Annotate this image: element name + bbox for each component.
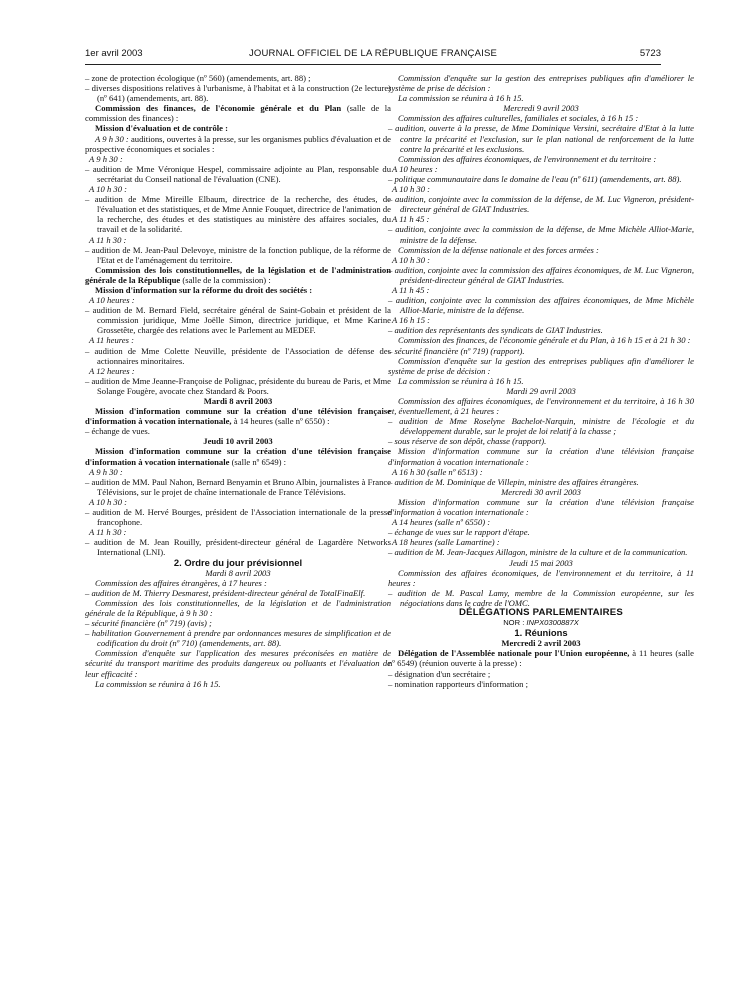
agenda-item: – échange de vues. <box>85 426 150 437</box>
header-journal-title: JOURNAL OFFICIEL DE LA RÉPUBLIQUE FRANÇAISE <box>248 48 498 59</box>
agenda-item: – sous réserve de son dépôt, chasse (rapport). <box>388 436 547 447</box>
agenda-item: – audition, conjointe avec la commission de la défense, de M. Luc Vigneron, président-directeur général de GIAT Industries. <box>388 194 694 215</box>
agenda-item: – audition, conjointe avec la commission des affaires économiques, de Mme Michèle Alliot-Marie, ministre de la défense. <box>388 295 694 316</box>
meeting-note: La commission se réunira à 16 h 15. <box>398 375 524 386</box>
header-page-number: 5723 <box>639 48 661 59</box>
time-label: A 16 h 30 (salle nº 6513) : <box>392 466 483 477</box>
page-header <box>85 48 661 65</box>
commission-line: Commission des affaires étrangères, à 17 heures : <box>95 577 267 588</box>
agenda-item: – audition de Mme Mireille Elbaum, directrice de la recherche, des études, de l'évaluation et des statistiques, et de Mme Annie Fouquet, directrice de l'animation de la recherche, des études et des statistiques au ministère des affaires sociales, du travail et de la solidarité. <box>85 194 391 235</box>
date-heading: Mardi 29 avril 2003 <box>506 385 576 396</box>
agenda-item: – audition de Mme Colette Neuville, présidente de l'Association de défense des actionnaires minoritaires. <box>85 345 391 366</box>
time-label: A 12 heures : <box>89 365 135 376</box>
body-heading-rest: (salle nº 6549) : <box>229 456 287 467</box>
time-label: A 14 heures (salle nº 6550) : <box>392 517 491 528</box>
agenda-item: – audition de M. Pascal Lamy, membre de la Commission européenne, sur les négociations dans le cadre de l'OMC. <box>388 587 694 608</box>
agenda-item: – politique communautaire dans le domaine de l'eau (nº 611) (amendements, art. 88). <box>388 173 682 184</box>
time-label: A 11 h 30 : <box>89 527 127 538</box>
time-label: A 16 h 15 : <box>392 315 431 326</box>
section-heading: 2. Ordre du jour prévisionnel <box>173 556 303 568</box>
agenda-item: – audition de M. Jean-Jacques Aillagon, ministre de la culture et de la communication. <box>388 547 688 558</box>
meeting-note: La commission se réunira à 16 h 15. <box>398 93 524 104</box>
agenda-item: – audition, conjointe avec la commission de la défense, de Mme Michèle Alliot-Marie, ministre de la défense. <box>388 224 694 245</box>
paragraph-time: A 9 h 30 : <box>95 133 129 144</box>
agenda-item: – audition, conjointe avec la commission des affaires économiques, de M. Luc Vigneron, président-directeur général de GIAT Industries. <box>388 264 694 285</box>
agenda-item: – sécurité financière (nº 719) (avis) ; <box>85 618 212 629</box>
time-label: A 10 h 30 : <box>392 254 431 265</box>
commission-line: Commission des affaires économiques, de l'environnement et du territoire, à 16 h 30 et, éventuellement, à 21 heures : <box>388 396 694 417</box>
date-heading: Mardi 8 avril 2003 <box>205 567 271 578</box>
agenda-item: – nomination rapporteurs d'information ; <box>388 678 528 689</box>
body-heading-rest: (salle de la commission) : <box>180 274 271 285</box>
main-section-heading: DÉLÉGATIONS PARLEMENTAIRES <box>458 606 624 618</box>
agenda-item: – habilitation Gouvernement à prendre par ordonnances mesures de simplification et de codification du droit (nº 710) (amendements, art. 88). <box>85 628 391 649</box>
body-heading-bold: Commission des finances, de l'économie générale et du Plan <box>95 103 342 114</box>
agenda-item: – audition de M. Bernard Field, secrétaire général de Saint-Gobain et président de la commission juridique, Mme Joëlle Simon, directrice juridique, et Mme Karine Grossetête, chargée des relations avec le Parlement au MEDEF. <box>85 305 391 336</box>
date-heading: Mardi 8 avril 2003 <box>203 396 273 406</box>
left-column <box>85 73 391 689</box>
date-heading: Mercredi 9 avril 2003 <box>503 103 579 114</box>
time-label: A 9 h 30 : <box>89 466 123 477</box>
agenda-item: – audition, ouverte à la presse, de Mme Dominique Versini, secrétaire d'Etat à la lutte contre la précarité et l'exclusion, sur le plan national de renforcement de la lutte contre la précarité et les exclusions. <box>388 123 694 154</box>
commission-line: Commission d'enquête sur l'application des mesures préconisées en matière de sécurité du transport maritime des produits dangereux ou polluants et l'évaluation de leur efficacité : <box>85 648 391 679</box>
time-label: A 10 h 30 : <box>89 496 128 507</box>
date-heading: Mercredi 30 avril 2003 <box>501 486 581 497</box>
mission-title: Mission d'évaluation et de contrôle : <box>95 123 228 134</box>
commission-line: Commission des affaires culturelles, familiales et sociales, à 16 h 15 : <box>398 113 639 124</box>
time-label: A 11 h 45 : <box>392 284 430 295</box>
body-heading <box>85 103 391 123</box>
agenda-item: – audition de MM. Paul Nahon, Bernard Benyamin et Bruno Albin, journalistes à France Télévisions, sur le projet de chaîne internationale de France Télévisions. <box>85 476 391 497</box>
agenda-item: – audition des représentants des syndicats de GIAT Industries. <box>388 325 603 336</box>
nor-value: INPX0300887X <box>526 618 579 628</box>
body-heading-bold: Commission des lois constitutionnelles, de la législation et de l'administration générale de la République <box>85 264 391 285</box>
agenda-item: – audition de M. Jean Rouilly, président-directeur général de Lagardère Networks International (LNI). <box>85 537 391 558</box>
body-heading <box>85 446 391 466</box>
header-date: 1er avril 2003 <box>85 48 143 59</box>
body-heading-bold: Délégation de l'Assemblée nationale pour l'Union européenne, <box>398 648 630 659</box>
date-heading: Jeudi 10 avril 2003 <box>203 436 273 447</box>
paragraph <box>85 134 391 154</box>
agenda-item: – zone de protection écologique (nº 560) (amendements, art. 88) ; <box>85 73 311 83</box>
date-heading: Jeudi 15 mai 2003 <box>509 557 573 568</box>
time-label: A 10 h 30 : <box>89 184 128 195</box>
agenda-item: – sécurité financière (nº 719) (rapport). <box>388 345 525 356</box>
agenda-item: – audition de M. Dominique de Villepin, ministre des affaires étrangères. <box>388 476 639 487</box>
commission-line: Mission d'information commune sur la création d'une télévision française d'information à vocation internationale : <box>388 446 694 467</box>
agenda-item: – diverses dispositions relatives à l'urbanisme, à l'habitat et à la construction (2e lecture) (nº 641) (amendements, art. 88). <box>85 83 391 104</box>
body-heading-rest: à 14 heures (salle nº 6550) : <box>231 416 330 427</box>
time-label: A 10 heures : <box>392 163 438 174</box>
agenda-item: – échange de vues sur le rapport d'étape. <box>388 527 530 538</box>
commission-line: Commission de la défense nationale et des forces armées : <box>398 244 599 255</box>
agenda-item: – désignation d'un secrétaire ; <box>388 668 491 679</box>
body-heading-bold: Mission d'information commune sur la création d'une télévision française d'information à vocation internationale <box>85 446 391 467</box>
body-heading <box>85 265 391 285</box>
meeting-note: La commission se réunira à 16 h 15. <box>95 678 221 689</box>
date-heading: Mercredi 2 avril 2003 <box>501 638 581 649</box>
agenda-item: – audition de M. Thierry Desmarest, président-directeur général de TotalFinaElf. <box>85 587 366 598</box>
time-label: A 11 h 30 : <box>89 234 127 245</box>
right-column <box>388 73 694 689</box>
commission-line: Mission d'information commune sur la création d'une télévision française d'information à vocation internationale : <box>388 496 694 518</box>
time-label: A 18 heures (salle Lamartine) : <box>392 537 500 548</box>
agenda-item: – audition de Mme Véronique Hespel, commissaire adjointe au Plan, responsable du secrétariat du Conseil national de l'évaluation (CNE). <box>85 163 391 184</box>
commission-line: Commission des affaires économiques, de l'environnement et du territoire, à 11 heures : <box>388 567 694 588</box>
agenda-item: – audition de Mme Jeanne-Françoise de Polignac, présidente du bureau de Paris, et Mme Solange Fougère, avocate chez Standard & Poors. <box>85 375 391 396</box>
agenda-item: – audition de Mme Roselyne Bachelot-Narquin, ministre de l'écologie et du développement durable, sur le projet de loi relatif à la chasse ; <box>388 416 694 437</box>
agenda-item: – audition de M. Hervé Bourges, président de l'Association internationale de la presse francophone. <box>85 507 391 528</box>
commission-line: Commission des finances, de l'économie générale et du Plan, à 16 h 15 et à 21 h 30 : <box>398 335 691 346</box>
mission-title: Mission d'information sur la réforme du droit des sociétés : <box>95 284 313 295</box>
time-label: A 10 heures : <box>89 295 135 306</box>
commission-line: Commission d'enquête sur la gestion des entreprises publiques afin d'améliorer le système de prise de décision : <box>388 73 694 94</box>
commission-line: Commission des affaires économiques, de l'environnement et du territoire : <box>398 153 657 164</box>
time-label: A 11 heures : <box>89 335 134 346</box>
time-label: A 10 h 30 : <box>392 184 431 195</box>
commission-line: Commission d'enquête sur la gestion des entreprises publiques afin d'améliorer le système de prise de décision : <box>388 355 694 376</box>
section-heading: 1. Réunions <box>514 627 568 639</box>
body-heading-rest: à 11 heures (salle nº 6549) (réunion ouverte à la presse) : <box>388 648 694 669</box>
commission-line: Commission des lois constitutionnelles, de la législation et de l'administration générale de la République, à 9 h 30 : <box>85 597 391 618</box>
nor-label: NOR : <box>503 618 527 628</box>
agenda-item: – audition de M. Jean-Paul Delevoye, ministre de la fonction publique, de la réforme de l'Etat et de l'aménagement du territoire. <box>85 244 391 265</box>
body-heading-rest: (salle de la commission des finances) : <box>85 103 391 124</box>
time-label: A 9 h 30 : <box>89 153 123 164</box>
time-label: A 11 h 45 : <box>392 214 430 225</box>
body-heading-bold: Mission d'information commune sur la création d'une télévision française d'information à vocation internationale, <box>85 406 391 427</box>
paragraph-text: auditions, ouvertes à la presse, sur les organismes publics d'évaluation et de prospective économiques et sociales : <box>85 133 391 154</box>
body-heading <box>85 406 391 426</box>
body-heading <box>388 648 694 668</box>
